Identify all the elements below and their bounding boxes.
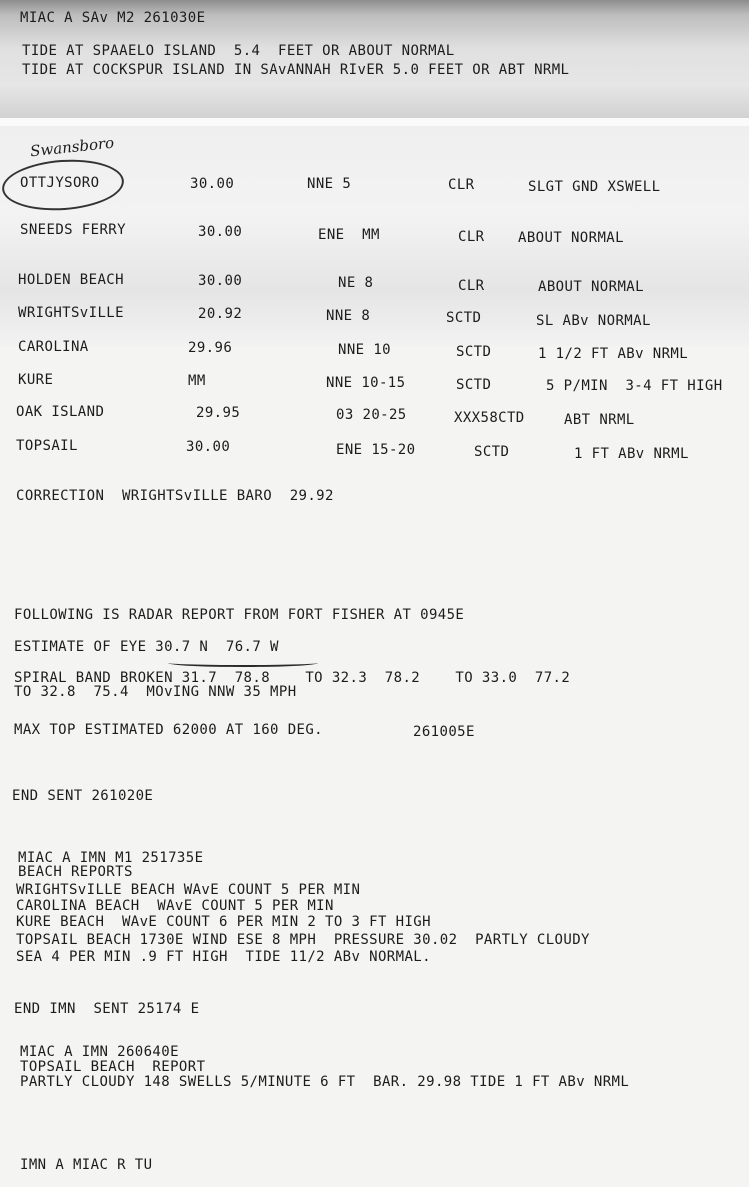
station-sky: SCTD bbox=[456, 344, 492, 360]
station-remark: 1 FT ABv NRML bbox=[574, 446, 689, 462]
station-remark: 5 P/MIN 3-4 FT HIGH bbox=[546, 378, 723, 394]
station-name: SNEEDS FERRY bbox=[20, 222, 126, 238]
station-wind: NNE 10 bbox=[338, 342, 391, 358]
station-name: HOLDEN BEACH bbox=[18, 272, 124, 288]
station-wind: NNE 5 bbox=[307, 176, 352, 192]
msg3-line: TOPSAIL BEACH REPORT bbox=[20, 1059, 206, 1075]
station-name: OTTJYSORO bbox=[20, 175, 100, 191]
msg3-line: MIAC A IMN 260640E bbox=[20, 1044, 179, 1060]
eye-underline bbox=[168, 659, 318, 667]
radar-intro: FOLLOWING IS RADAR REPORT FROM FORT FISHER AT 0945E bbox=[14, 607, 465, 623]
station-name: WRIGHTSvILLE bbox=[18, 305, 124, 321]
handwritten-correction: Swansboro bbox=[29, 133, 115, 161]
station-wind: NE 8 bbox=[338, 275, 374, 291]
msg1-header: MIAC A SAv M2 261030E bbox=[20, 10, 206, 26]
correction-line: CORRECTION WRIGHTSvILLE BARO 29.92 bbox=[16, 488, 334, 504]
msg3-line: PARTLY CLOUDY 148 SWELLS 5/MINUTE 6 FT BAR. 29.98 TIDE 1 FT ABv NRML bbox=[20, 1074, 630, 1090]
station-sky: CLR bbox=[448, 177, 475, 193]
msg2-line: BEACH REPORTS bbox=[18, 864, 133, 880]
station-remark: ABOUT NORMAL bbox=[538, 279, 644, 295]
radar-time: 261005E bbox=[413, 724, 475, 740]
station-baro: 30.00 bbox=[190, 176, 235, 192]
end-sent-1: END SENT 261020E bbox=[12, 788, 154, 804]
station-sky: SCTD bbox=[446, 310, 482, 326]
station-remark: SL ABv NORMAL bbox=[536, 313, 651, 329]
station-wind: 03 20-25 bbox=[336, 407, 407, 423]
radar-spiral-band-1: SPIRAL BAND BROKEN 31.7 78.8 TO 32.3 78.2 TO 33.0 77.2 bbox=[14, 670, 571, 686]
msg2-line: WRIGHTSvILLE BEACH WAvE COUNT 5 PER MIN bbox=[16, 882, 361, 898]
footer-ack: IMN A MIAC R TU bbox=[20, 1157, 153, 1173]
station-baro: MM bbox=[188, 373, 206, 389]
station-sky: SCTD bbox=[456, 377, 492, 393]
station-sky: CLR bbox=[458, 229, 485, 245]
msg2-line: TOPSAIL BEACH 1730E WIND ESE 8 MPH PRESSURE 30.02 PARTLY CLOUDY bbox=[16, 932, 590, 948]
station-baro: 30.00 bbox=[186, 439, 231, 455]
station-remark: ABOUT NORMAL bbox=[518, 230, 624, 246]
station-wind: ENE 15-20 bbox=[336, 442, 416, 458]
station-sky: XXX58CTD bbox=[454, 410, 525, 426]
msg2-line: KURE BEACH WAvE COUNT 6 PER MIN 2 TO 3 FT HIGH bbox=[16, 914, 431, 930]
station-name: OAK ISLAND bbox=[16, 404, 105, 420]
msg2-line: MIAC A IMN M1 251735E bbox=[18, 850, 204, 866]
station-baro: 20.92 bbox=[198, 306, 243, 322]
paper-seam bbox=[0, 118, 749, 126]
station-remark: ABT NRML bbox=[564, 412, 635, 428]
station-baro: 29.96 bbox=[188, 340, 233, 356]
station-remark: SLGT GND XSWELL bbox=[528, 179, 661, 195]
station-sky: CLR bbox=[458, 278, 485, 294]
station-sky: SCTD bbox=[474, 444, 510, 460]
radar-max-top: MAX TOP ESTIMATED 62000 AT 160 DEG. bbox=[14, 722, 324, 738]
radar-eye-estimate: ESTIMATE OF EYE 30.7 N 76.7 W bbox=[14, 639, 279, 655]
msg1-line-2: TIDE AT COCKSPUR ISLAND IN SAvANNAH RIvER 5.0 FEET OR ABT NRML bbox=[22, 62, 570, 78]
msg1-line-1: TIDE AT SPAAELO ISLAND 5.4 FEET OR ABOUT NORMAL bbox=[22, 43, 455, 59]
station-wind: NNE 8 bbox=[326, 308, 371, 324]
station-name: CAROLINA bbox=[18, 339, 89, 355]
station-baro: 29.95 bbox=[196, 405, 241, 421]
station-wind: ENE MM bbox=[318, 227, 380, 243]
station-wind: NNE 10-15 bbox=[326, 375, 406, 391]
radar-spiral-band-2: TO 32.8 75.4 MOvING NNW 35 MPH bbox=[14, 684, 297, 700]
station-remark: 1 1/2 FT ABv NRML bbox=[538, 346, 689, 362]
msg2-line: CAROLINA BEACH WAvE COUNT 5 PER MIN bbox=[16, 898, 334, 914]
station-baro: 30.00 bbox=[198, 273, 243, 289]
station-name: TOPSAIL bbox=[16, 438, 78, 454]
station-name: KURE bbox=[18, 372, 54, 388]
station-baro: 30.00 bbox=[198, 224, 243, 240]
msg2-line: SEA 4 PER MIN .9 FT HIGH TIDE 11/2 ABv NORMAL. bbox=[16, 949, 431, 965]
end-imn-sent: END IMN SENT 25174 E bbox=[14, 1001, 200, 1017]
